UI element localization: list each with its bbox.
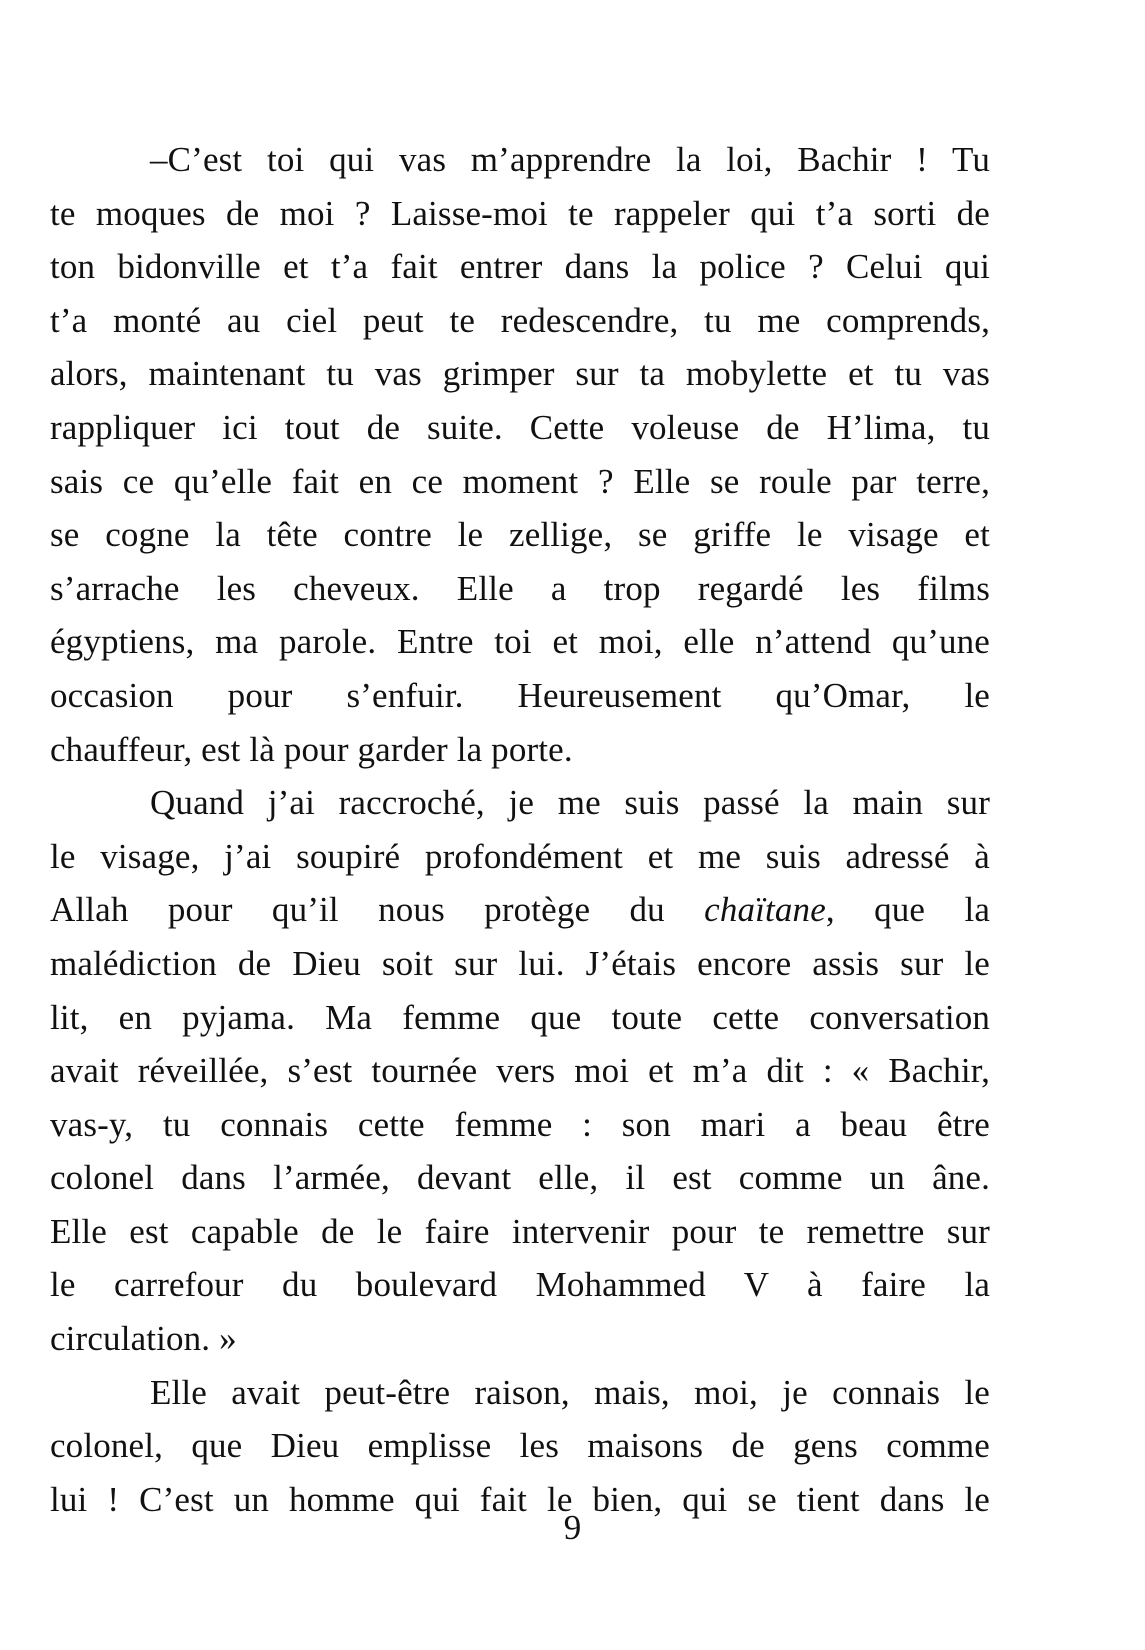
page-number: 9 xyxy=(563,1508,582,1547)
text-line: ton bidonville et t’a fait entrer dans la police ? Celui qui xyxy=(50,247,990,287)
text-line: Quand j’ai raccroché, je me suis passé la main sur xyxy=(150,783,990,823)
text-line: se cogne la tête contre le zellige, se griffe le visage et xyxy=(50,515,990,555)
text-line: colonel dans l’armée, devant elle, il est comme un âne. xyxy=(50,1158,990,1198)
text-segment: Allah pour qu’il nous protège du xyxy=(50,890,665,930)
text-line: lui ! C’est un homme qui fait le bien, qui se tient dans le xyxy=(50,1479,990,1519)
body-text xyxy=(50,133,990,1526)
text-line: lit, en pyjama. Ma femme que toute cette conversation xyxy=(50,997,990,1037)
text-line: occasion pour s’enfuir. Heureusement qu’Omar, le xyxy=(50,675,990,715)
text-line: Elle est capable de le faire intervenir pour te remettre sur xyxy=(50,1211,990,1251)
text-line: t’a monté au ciel peut te redescendre, tu me comprends, xyxy=(50,300,990,340)
text-line: –C’est toi qui vas m’apprendre la loi, Bachir ! Tu xyxy=(150,140,990,179)
text-line: égyptiens, ma parole. Entre toi et moi, elle n’attend qu’une xyxy=(50,622,990,662)
text-line: vas-y, tu connais cette femme : son mari a beau être xyxy=(50,1104,990,1144)
italic-word: chaïtane xyxy=(704,890,826,930)
text-line: sais ce qu’elle fait en ce moment ? Elle se roule par terre, xyxy=(50,461,990,501)
text-line: alors, maintenant tu vas grimper sur ta mobylette et tu vas xyxy=(50,354,990,394)
text-line: Elle avait peut-être raison, mais, moi, je connais le xyxy=(150,1372,990,1412)
text-line: te moques de moi ? Laisse-moi te rappeler qui t’a sorti de xyxy=(50,193,990,233)
text-line: avait réveillée, s’est tournée vers moi et m’a dit : « Bachir, xyxy=(50,1051,990,1091)
text-line: rappliquer ici tout de suite. Cette voleuse de H’lima, tu xyxy=(50,407,990,447)
text-line: le carrefour du boulevard Mohammed V à faire la xyxy=(50,1265,990,1305)
text-line: malédiction de Dieu soit sur lui. J’étais encore assis sur le xyxy=(50,943,990,983)
text-segment: , que la xyxy=(825,890,991,930)
text-line: colonel, que Dieu emplisse les maisons de gens comme xyxy=(50,1426,990,1466)
text-line: le visage, j’ai soupiré profondément et me suis adressé à xyxy=(50,836,990,876)
text-line: circulation. » xyxy=(50,1319,237,1359)
text-line: chauffeur, est là pour garder la porte. xyxy=(50,729,573,769)
text-line xyxy=(50,883,990,937)
text-line: s’arrache les cheveux. Elle a trop regardé les films xyxy=(50,568,990,608)
